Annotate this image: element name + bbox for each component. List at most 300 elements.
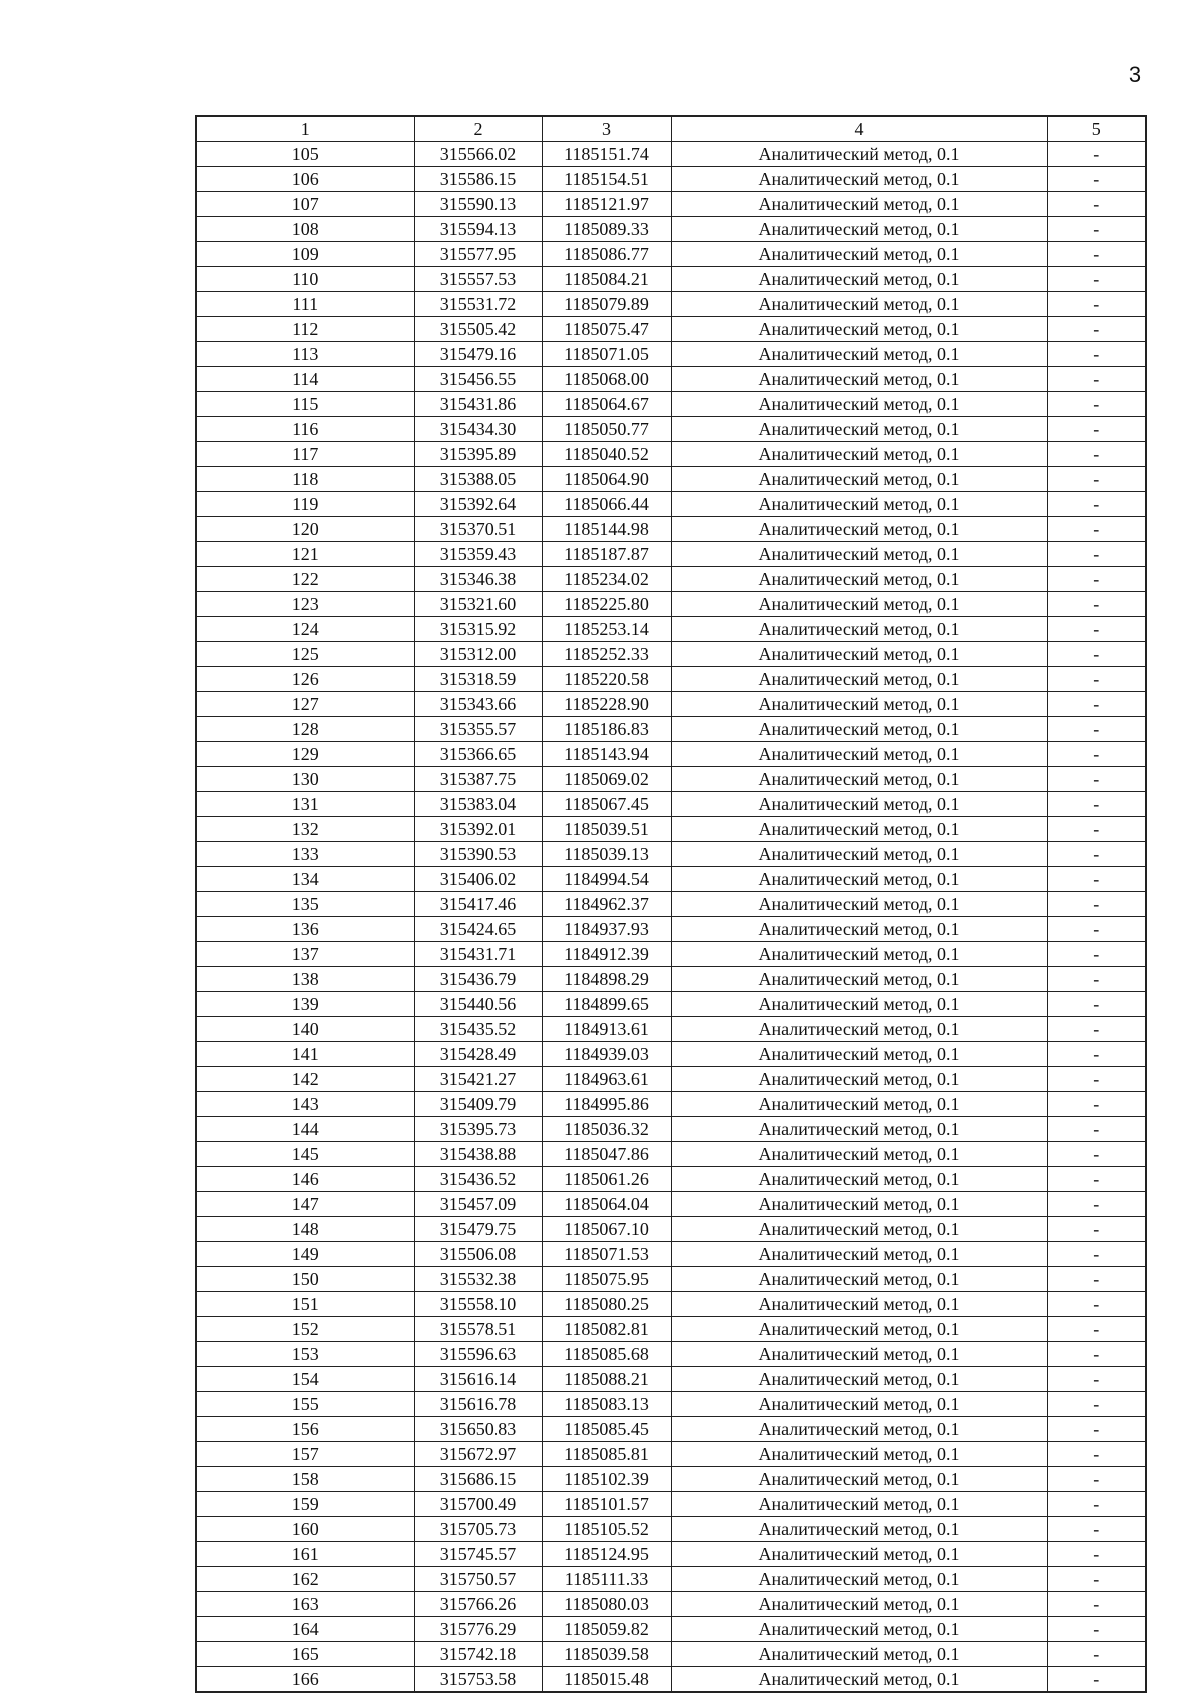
cell-x-coordinate: 315616.14: [414, 1367, 542, 1392]
cell-x-coordinate: 315346.38: [414, 567, 542, 592]
cell-x-coordinate: 315586.15: [414, 167, 542, 192]
cell-x-coordinate: 315566.02: [414, 142, 542, 167]
cell-method: Аналитический метод, 0.1: [671, 1092, 1047, 1117]
table-row: [196, 817, 1146, 842]
cell-y-coordinate: 1185039.51: [542, 817, 671, 842]
cell-x-coordinate: 315505.42: [414, 317, 542, 342]
cell-x-coordinate: 315438.88: [414, 1142, 542, 1167]
cell-method: Аналитический метод, 0.1: [671, 1417, 1047, 1442]
cell-method: Аналитический метод, 0.1: [671, 892, 1047, 917]
table-row: [196, 1467, 1146, 1492]
cell-x-coordinate: 315392.64: [414, 492, 542, 517]
cell-method: Аналитический метод, 0.1: [671, 342, 1047, 367]
cell-description: -: [1047, 417, 1146, 442]
cell-y-coordinate: 1185080.03: [542, 1592, 671, 1617]
cell-description: -: [1047, 1142, 1146, 1167]
table-row: [196, 1117, 1146, 1142]
cell-description: -: [1047, 1542, 1146, 1567]
cell-description: -: [1047, 1017, 1146, 1042]
cell-point-number: 156: [196, 1417, 414, 1442]
cell-x-coordinate: 315417.46: [414, 892, 542, 917]
cell-description: -: [1047, 1067, 1146, 1092]
table-row: [196, 167, 1146, 192]
table-row: [196, 892, 1146, 917]
cell-y-coordinate: 1185015.48: [542, 1667, 671, 1693]
cell-description: -: [1047, 1342, 1146, 1367]
cell-y-coordinate: 1184898.29: [542, 967, 671, 992]
cell-description: -: [1047, 1517, 1146, 1542]
cell-method: Аналитический метод, 0.1: [671, 317, 1047, 342]
cell-method: Аналитический метод, 0.1: [671, 1617, 1047, 1642]
cell-y-coordinate: 1185144.98: [542, 517, 671, 542]
cell-method: Аналитический метод, 0.1: [671, 967, 1047, 992]
cell-point-number: 123: [196, 592, 414, 617]
cell-point-number: 110: [196, 267, 414, 292]
cell-x-coordinate: 315700.49: [414, 1492, 542, 1517]
table-row: [196, 1292, 1146, 1317]
cell-method: Аналитический метод, 0.1: [671, 1367, 1047, 1392]
cell-y-coordinate: 1185064.04: [542, 1192, 671, 1217]
cell-x-coordinate: 315594.13: [414, 217, 542, 242]
cell-description: -: [1047, 1492, 1146, 1517]
cell-method: Аналитический метод, 0.1: [671, 467, 1047, 492]
table-row: [196, 1442, 1146, 1467]
cell-description: -: [1047, 942, 1146, 967]
cell-description: -: [1047, 1467, 1146, 1492]
cell-method: Аналитический метод, 0.1: [671, 1517, 1047, 1542]
cell-x-coordinate: 315479.75: [414, 1217, 542, 1242]
cell-description: -: [1047, 1367, 1146, 1392]
header-cell-description: 5: [1047, 116, 1146, 142]
cell-x-coordinate: 315456.55: [414, 367, 542, 392]
cell-description: -: [1047, 142, 1146, 167]
table-row: [196, 767, 1146, 792]
cell-y-coordinate: 1185079.89: [542, 292, 671, 317]
cell-x-coordinate: 315705.73: [414, 1517, 542, 1542]
cell-x-coordinate: 315435.52: [414, 1017, 542, 1042]
cell-y-coordinate: 1185071.53: [542, 1242, 671, 1267]
cell-x-coordinate: 315776.29: [414, 1617, 542, 1642]
cell-point-number: 119: [196, 492, 414, 517]
cell-x-coordinate: 315395.89: [414, 442, 542, 467]
cell-y-coordinate: 1185088.21: [542, 1367, 671, 1392]
table-row: [196, 1367, 1146, 1392]
cell-point-number: 160: [196, 1517, 414, 1542]
cell-description: -: [1047, 1617, 1146, 1642]
cell-point-number: 166: [196, 1667, 414, 1693]
table-row: [196, 317, 1146, 342]
cell-x-coordinate: 315745.57: [414, 1542, 542, 1567]
cell-description: -: [1047, 1592, 1146, 1617]
cell-point-number: 121: [196, 542, 414, 567]
table-row: [196, 942, 1146, 967]
cell-description: -: [1047, 542, 1146, 567]
cell-y-coordinate: 1185075.47: [542, 317, 671, 342]
cell-y-coordinate: 1185124.95: [542, 1542, 671, 1567]
cell-description: -: [1047, 192, 1146, 217]
cell-point-number: 126: [196, 667, 414, 692]
table-row: [196, 267, 1146, 292]
cell-point-number: 129: [196, 742, 414, 767]
cell-description: -: [1047, 592, 1146, 617]
cell-y-coordinate: 1185067.10: [542, 1217, 671, 1242]
cell-x-coordinate: 315616.78: [414, 1392, 542, 1417]
cell-method: Аналитический метод, 0.1: [671, 267, 1047, 292]
cell-y-coordinate: 1185082.81: [542, 1317, 671, 1342]
table-row: [196, 967, 1146, 992]
cell-x-coordinate: 315359.43: [414, 542, 542, 567]
cell-x-coordinate: 315672.97: [414, 1442, 542, 1467]
cell-description: -: [1047, 792, 1146, 817]
table-row: [196, 842, 1146, 867]
cell-x-coordinate: 315392.01: [414, 817, 542, 842]
cell-y-coordinate: 1184899.65: [542, 992, 671, 1017]
cell-x-coordinate: 315406.02: [414, 867, 542, 892]
cell-description: -: [1047, 1392, 1146, 1417]
cell-method: Аналитический метод, 0.1: [671, 1267, 1047, 1292]
cell-method: Аналитический метод, 0.1: [671, 692, 1047, 717]
cell-y-coordinate: 1184939.03: [542, 1042, 671, 1067]
cell-x-coordinate: 315388.05: [414, 467, 542, 492]
cell-method: Аналитический метод, 0.1: [671, 1567, 1047, 1592]
cell-method: Аналитический метод, 0.1: [671, 842, 1047, 867]
table-row: [196, 342, 1146, 367]
table-row: [196, 742, 1146, 767]
table-row: [196, 917, 1146, 942]
cell-method: Аналитический метод, 0.1: [671, 942, 1047, 967]
table-row: [196, 1517, 1146, 1542]
cell-x-coordinate: 315434.30: [414, 417, 542, 442]
cell-description: -: [1047, 517, 1146, 542]
cell-point-number: 147: [196, 1192, 414, 1217]
cell-point-number: 135: [196, 892, 414, 917]
cell-x-coordinate: 315558.10: [414, 1292, 542, 1317]
table-row: [196, 1617, 1146, 1642]
cell-description: -: [1047, 1567, 1146, 1592]
cell-method: Аналитический метод, 0.1: [671, 1667, 1047, 1693]
cell-description: -: [1047, 567, 1146, 592]
cell-y-coordinate: 1185086.77: [542, 242, 671, 267]
cell-y-coordinate: 1185102.39: [542, 1467, 671, 1492]
cell-point-number: 116: [196, 417, 414, 442]
cell-point-number: 136: [196, 917, 414, 942]
cell-description: -: [1047, 692, 1146, 717]
table-row: [196, 1092, 1146, 1117]
cell-y-coordinate: 1185068.00: [542, 367, 671, 392]
cell-method: Аналитический метод, 0.1: [671, 567, 1047, 592]
cell-method: Аналитический метод, 0.1: [671, 192, 1047, 217]
cell-method: Аналитический метод, 0.1: [671, 817, 1047, 842]
cell-method: Аналитический метод, 0.1: [671, 1167, 1047, 1192]
cell-point-number: 165: [196, 1642, 414, 1667]
cell-method: Аналитический метод, 0.1: [671, 292, 1047, 317]
cell-y-coordinate: 1185080.25: [542, 1292, 671, 1317]
cell-point-number: 139: [196, 992, 414, 1017]
cell-point-number: 120: [196, 517, 414, 542]
cell-x-coordinate: 315436.52: [414, 1167, 542, 1192]
table-row: [196, 1217, 1146, 1242]
cell-y-coordinate: 1185047.86: [542, 1142, 671, 1167]
cell-point-number: 108: [196, 217, 414, 242]
cell-x-coordinate: 315312.00: [414, 642, 542, 667]
cell-method: Аналитический метод, 0.1: [671, 1592, 1047, 1617]
cell-point-number: 109: [196, 242, 414, 267]
cell-point-number: 127: [196, 692, 414, 717]
table-row: [196, 1592, 1146, 1617]
cell-y-coordinate: 1185121.97: [542, 192, 671, 217]
cell-y-coordinate: 1185040.52: [542, 442, 671, 467]
cell-method: Аналитический метод, 0.1: [671, 1442, 1047, 1467]
cell-point-number: 158: [196, 1467, 414, 1492]
cell-method: Аналитический метод, 0.1: [671, 1342, 1047, 1367]
cell-x-coordinate: 315428.49: [414, 1042, 542, 1067]
table-row: [196, 1167, 1146, 1192]
cell-point-number: 114: [196, 367, 414, 392]
cell-point-number: 153: [196, 1342, 414, 1367]
cell-method: Аналитический метод, 0.1: [671, 492, 1047, 517]
cell-method: Аналитический метод, 0.1: [671, 1242, 1047, 1267]
cell-y-coordinate: 1185075.95: [542, 1267, 671, 1292]
cell-method: Аналитический метод, 0.1: [671, 1042, 1047, 1067]
cell-description: -: [1047, 442, 1146, 467]
table-row: [196, 367, 1146, 392]
cell-x-coordinate: 315766.26: [414, 1592, 542, 1617]
cell-y-coordinate: 1184963.61: [542, 1067, 671, 1092]
cell-y-coordinate: 1185234.02: [542, 567, 671, 592]
table-row: [196, 667, 1146, 692]
cell-y-coordinate: 1184913.61: [542, 1017, 671, 1042]
table-row: [196, 692, 1146, 717]
cell-description: -: [1047, 767, 1146, 792]
cell-x-coordinate: 315557.53: [414, 267, 542, 292]
cell-method: Аналитический метод, 0.1: [671, 417, 1047, 442]
cell-method: Аналитический метод, 0.1: [671, 1067, 1047, 1092]
cell-description: -: [1047, 1117, 1146, 1142]
table-row: [196, 1567, 1146, 1592]
table-row: [196, 392, 1146, 417]
cell-method: Аналитический метод, 0.1: [671, 717, 1047, 742]
cell-point-number: 155: [196, 1392, 414, 1417]
table-body: [196, 142, 1146, 1693]
cell-point-number: 130: [196, 767, 414, 792]
cell-x-coordinate: 315321.60: [414, 592, 542, 617]
table-row: [196, 1392, 1146, 1417]
cell-description: -: [1047, 642, 1146, 667]
cell-method: Аналитический метод, 0.1: [671, 142, 1047, 167]
cell-x-coordinate: 315431.86: [414, 392, 542, 417]
cell-point-number: 148: [196, 1217, 414, 1242]
table-row: [196, 567, 1146, 592]
cell-description: -: [1047, 1092, 1146, 1117]
cell-method: Аналитический метод, 0.1: [671, 1292, 1047, 1317]
cell-description: -: [1047, 1042, 1146, 1067]
cell-method: Аналитический метод, 0.1: [671, 1392, 1047, 1417]
cell-point-number: 124: [196, 617, 414, 642]
table-row: [196, 1642, 1146, 1667]
header-cell-point-number: 1: [196, 116, 414, 142]
cell-description: -: [1047, 1192, 1146, 1217]
cell-point-number: 164: [196, 1617, 414, 1642]
cell-description: -: [1047, 1267, 1146, 1292]
cell-point-number: 159: [196, 1492, 414, 1517]
cell-x-coordinate: 315383.04: [414, 792, 542, 817]
cell-description: -: [1047, 1217, 1146, 1242]
table-row: [196, 792, 1146, 817]
cell-method: Аналитический метод, 0.1: [671, 1642, 1047, 1667]
cell-point-number: 113: [196, 342, 414, 367]
cell-y-coordinate: 1185059.82: [542, 1617, 671, 1642]
cell-point-number: 133: [196, 842, 414, 867]
cell-y-coordinate: 1185069.02: [542, 767, 671, 792]
cell-y-coordinate: 1185089.33: [542, 217, 671, 242]
table-row: [196, 1042, 1146, 1067]
cell-x-coordinate: 315355.57: [414, 717, 542, 742]
cell-point-number: 115: [196, 392, 414, 417]
cell-method: Аналитический метод, 0.1: [671, 917, 1047, 942]
cell-point-number: 118: [196, 467, 414, 492]
cell-description: -: [1047, 917, 1146, 942]
cell-x-coordinate: 315650.83: [414, 1417, 542, 1442]
cell-y-coordinate: 1185064.90: [542, 467, 671, 492]
page-number: 3: [1128, 62, 1142, 87]
cell-y-coordinate: 1185085.68: [542, 1342, 671, 1367]
cell-description: -: [1047, 317, 1146, 342]
cell-x-coordinate: 315421.27: [414, 1067, 542, 1092]
header-row: [196, 116, 1146, 142]
cell-y-coordinate: 1185228.90: [542, 692, 671, 717]
cell-y-coordinate: 1184994.54: [542, 867, 671, 892]
cell-y-coordinate: 1185085.81: [542, 1442, 671, 1467]
cell-x-coordinate: 315409.79: [414, 1092, 542, 1117]
cell-y-coordinate: 1185225.80: [542, 592, 671, 617]
cell-description: -: [1047, 1167, 1146, 1192]
cell-method: Аналитический метод, 0.1: [671, 667, 1047, 692]
cell-x-coordinate: 315315.92: [414, 617, 542, 642]
cell-point-number: 157: [196, 1442, 414, 1467]
cell-method: Аналитический метод, 0.1: [671, 592, 1047, 617]
cell-y-coordinate: 1184962.37: [542, 892, 671, 917]
cell-y-coordinate: 1185111.33: [542, 1567, 671, 1592]
cell-point-number: 107: [196, 192, 414, 217]
cell-method: Аналитический метод, 0.1: [671, 617, 1047, 642]
cell-method: Аналитический метод, 0.1: [671, 642, 1047, 667]
cell-method: Аналитический метод, 0.1: [671, 1317, 1047, 1342]
cell-method: Аналитический метод, 0.1: [671, 1542, 1047, 1567]
cell-method: Аналитический метод, 0.1: [671, 367, 1047, 392]
table-row: [196, 467, 1146, 492]
cell-method: Аналитический метод, 0.1: [671, 392, 1047, 417]
table-row: [196, 1542, 1146, 1567]
cell-method: Аналитический метод, 0.1: [671, 792, 1047, 817]
cell-x-coordinate: 315431.71: [414, 942, 542, 967]
cell-method: Аналитический метод, 0.1: [671, 1142, 1047, 1167]
cell-x-coordinate: 315318.59: [414, 667, 542, 692]
cell-y-coordinate: 1185067.45: [542, 792, 671, 817]
cell-description: -: [1047, 292, 1146, 317]
cell-y-coordinate: 1185083.13: [542, 1392, 671, 1417]
cell-description: -: [1047, 492, 1146, 517]
cell-point-number: 149: [196, 1242, 414, 1267]
cell-x-coordinate: 315479.16: [414, 342, 542, 367]
cell-point-number: 137: [196, 942, 414, 967]
cell-x-coordinate: 315590.13: [414, 192, 542, 217]
cell-y-coordinate: 1185050.77: [542, 417, 671, 442]
header-cell-y-coordinate: 3: [542, 116, 671, 142]
cell-y-coordinate: 1185186.83: [542, 717, 671, 742]
table-row: [196, 442, 1146, 467]
cell-point-number: 112: [196, 317, 414, 342]
cell-point-number: 143: [196, 1092, 414, 1117]
cell-y-coordinate: 1185151.74: [542, 142, 671, 167]
cell-point-number: 117: [196, 442, 414, 467]
cell-x-coordinate: 315390.53: [414, 842, 542, 867]
cell-x-coordinate: 315343.66: [414, 692, 542, 717]
cell-description: -: [1047, 1642, 1146, 1667]
cell-point-number: 106: [196, 167, 414, 192]
cell-x-coordinate: 315753.58: [414, 1667, 542, 1693]
cell-y-coordinate: 1185187.87: [542, 542, 671, 567]
table-row: [196, 717, 1146, 742]
table-row: [196, 1142, 1146, 1167]
cell-x-coordinate: 315532.38: [414, 1267, 542, 1292]
cell-x-coordinate: 315366.65: [414, 742, 542, 767]
table-row: [196, 1667, 1146, 1693]
cell-x-coordinate: 315436.79: [414, 967, 542, 992]
cell-y-coordinate: 1185143.94: [542, 742, 671, 767]
cell-point-number: 144: [196, 1117, 414, 1142]
cell-point-number: 146: [196, 1167, 414, 1192]
cell-x-coordinate: 315457.09: [414, 1192, 542, 1217]
cell-y-coordinate: 1185085.45: [542, 1417, 671, 1442]
cell-point-number: 154: [196, 1367, 414, 1392]
cell-method: Аналитический метод, 0.1: [671, 242, 1047, 267]
cell-method: Аналитический метод, 0.1: [671, 742, 1047, 767]
table-row: [196, 642, 1146, 667]
cell-description: -: [1047, 1242, 1146, 1267]
cell-point-number: 142: [196, 1067, 414, 1092]
cell-point-number: 141: [196, 1042, 414, 1067]
table-row: [196, 517, 1146, 542]
cell-y-coordinate: 1185039.58: [542, 1642, 671, 1667]
header-cell-method: 4: [671, 116, 1047, 142]
cell-description: -: [1047, 167, 1146, 192]
cell-point-number: 111: [196, 292, 414, 317]
cell-description: -: [1047, 967, 1146, 992]
cell-description: -: [1047, 267, 1146, 292]
cell-method: Аналитический метод, 0.1: [671, 1217, 1047, 1242]
cell-method: Аналитический метод, 0.1: [671, 167, 1047, 192]
cell-y-coordinate: 1185039.13: [542, 842, 671, 867]
table-header: [196, 116, 1146, 142]
cell-point-number: 151: [196, 1292, 414, 1317]
table-row: [196, 1192, 1146, 1217]
cell-point-number: 122: [196, 567, 414, 592]
cell-description: -: [1047, 1442, 1146, 1467]
table-row: [196, 1492, 1146, 1517]
cell-point-number: 131: [196, 792, 414, 817]
table-row: [196, 1417, 1146, 1442]
cell-y-coordinate: 1185105.52: [542, 1517, 671, 1542]
cell-method: Аналитический метод, 0.1: [671, 1117, 1047, 1142]
cell-method: Аналитический метод, 0.1: [671, 1017, 1047, 1042]
cell-x-coordinate: 315506.08: [414, 1242, 542, 1267]
cell-description: -: [1047, 342, 1146, 367]
cell-description: -: [1047, 992, 1146, 1017]
cell-x-coordinate: 315596.63: [414, 1342, 542, 1367]
cell-description: -: [1047, 242, 1146, 267]
cell-x-coordinate: 315440.56: [414, 992, 542, 1017]
cell-x-coordinate: 315578.51: [414, 1317, 542, 1342]
